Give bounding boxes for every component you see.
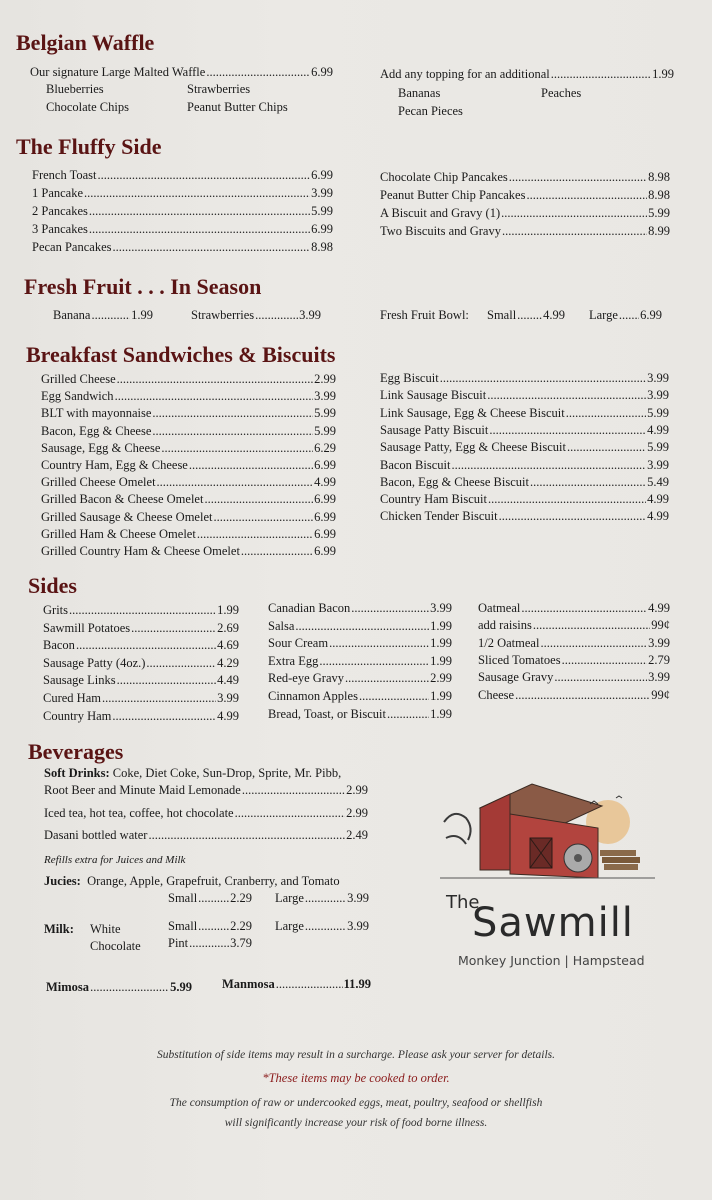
section-title-fresh-fruit: Fresh Fruit . . . In Season [24,274,262,299]
menu-item: Egg Biscuit ..... 3.99 [380,371,669,386]
menu-item: Grilled Sausage & Cheese Omelet ..... 6.99 [41,510,336,525]
menu-item: Oatmeal ..... 4.99 [478,601,670,616]
section-title-beverages: Beverages [28,739,124,764]
menu-item: Small ..... 4.99 [487,308,565,323]
menu-item: Small ..... 2.29 [168,891,252,906]
menu-item: Bacon Biscuit ..... 3.99 [380,458,669,473]
section-title-fluffy-side: The Fluffy Side [16,134,162,159]
menu-item: 1/2 Oatmeal ..... 3.99 [478,636,670,651]
milk-white: White [90,922,121,936]
menu-item: BLT with mayonnaise ..... 5.99 [41,406,336,421]
menu-item: Pint ..... 3.79 [168,936,252,951]
menu-item: Small ..... 2.29 [168,919,252,934]
menu-item: Peanut Butter Chip Pancakes ..... 8.98 [380,188,670,203]
milk-label: Milk: [44,922,74,936]
menu-item: Large ..... 6.99 [589,308,662,323]
menu-item: Cheese ..... 99¢ [478,688,670,703]
fruit-bowl-label: Fresh Fruit Bowl: [380,308,469,322]
menu-item: Sliced Tomatoes ..... 2.79 [478,653,670,668]
menu-item: Link Sausage, Egg & Cheese Biscuit ..... 5.99 [380,406,669,421]
menu-item: Extra Egg ..... 1.99 [268,654,452,669]
menu-item: Large ..... 3.99 [275,891,369,906]
section-title-sandwiches: Breakfast Sandwiches & Biscuits [26,342,336,367]
footer-cooked-to-order: *These items may be cooked to order. [262,1071,450,1085]
menu-item: Large ..... 3.99 [275,919,369,934]
menu-item: add raisins ..... 99¢ [478,618,670,633]
menu-item: Our signature Large Malted Waffle ..... 6.99 [30,65,333,80]
menu-item: Iced tea, hot tea, coffee, hot chocolate ..... 2.99 [44,806,368,821]
menu-item: Sausage Patty (4oz.) ..... 4.29 [43,656,239,671]
menu-item: Chocolate Chip Pancakes ..... 8.98 [380,170,670,185]
flavor: Peanut Butter Chips [187,100,288,114]
menu-item: Chicken Tender Biscuit ..... 4.99 [380,509,669,524]
menu-item: Grits ..... 1.99 [43,603,239,618]
footer-illness-warning: will significantly increase your risk of food borne illness. [224,1117,488,1129]
sawmill-barn-illustration [440,778,660,886]
menu-item: A Biscuit and Gravy (1) ..... 5.99 [380,206,670,221]
topping: Peaches [541,86,582,100]
menu-item: Grilled Bacon & Cheese Omelet ..... 6.99 [41,492,336,507]
menu-item: Grilled Cheese Omelet ..... 4.99 [41,475,336,490]
menu-item: Two Biscuits and Gravy ..... 8.99 [380,224,670,239]
menu-item: Sausage Gravy ..... 3.99 [478,670,670,685]
menu-item: Add any topping for an additional ..... 1.99 [380,67,674,82]
menu-item: Sausage Patty, Egg & Cheese Biscuit ..... 5.99 [380,440,669,455]
footer-consumption-warning: The consumption of raw or undercooked eggs, meat, poultry, seafood or shellfish [169,1097,543,1109]
menu-item: 2 Pancakes ..... 5.99 [32,204,333,219]
menu-item: Cinnamon Apples ..... 1.99 [268,689,452,704]
flavor: Chocolate Chips [46,100,129,114]
footer-substitution: Substitution of side items may result in a surcharge. Please ask your server for details. [157,1049,555,1061]
menu-item: Red-eye Gravy ..... 2.99 [268,671,452,686]
menu-item: Egg Sandwich ..... 3.99 [41,389,336,404]
menu-item: Country Ham ..... 4.99 [43,709,239,724]
topping: Pecan Pieces [398,104,463,118]
menu-item: Country Ham Biscuit ..... 4.99 [380,492,669,507]
menu-item: Country Ham, Egg & Cheese ..... 6.99 [41,458,336,473]
menu-item: Sausage Links ..... 4.49 [43,673,239,688]
menu-item: 1 Pancake ..... 3.99 [32,186,333,201]
logo-name: Sawmill [472,900,634,946]
menu-item: Bacon, Egg & Cheese Biscuit ..... 5.49 [380,475,669,490]
menu-item: Cured Ham ..... 3.99 [43,691,239,706]
menu-item: Bread, Toast, or Biscuit ..... 1.99 [268,707,452,722]
section-title-sides: Sides [28,573,77,598]
menu-item: Bacon ..... 4.69 [43,638,239,653]
logo-locations: Monkey Junction | Hampstead [458,953,645,968]
flavor: Strawberries [187,82,251,96]
menu-item: Link Sausage Biscuit ..... 3.99 [380,388,669,403]
menu-item: Root Beer and Minute Maid Lemonade ..... 2.99 [44,783,368,798]
menu-item: Grilled Country Ham & Cheese Omelet ..... 6.99 [41,544,336,559]
menu-item: Mimosa ..... 5.99 [46,980,192,995]
refills-note: Refills extra for Juices and Milk [44,854,186,866]
juices-line: Jucies: Orange, Apple, Grapefruit, Cranberry, and Tomato [44,874,340,888]
menu-item: Sour Cream ..... 1.99 [268,636,452,651]
soft-drinks-line: Soft Drinks: Coke, Diet Coke, Sun-Drop, Sprite, Mr. Pibb, [44,766,342,780]
menu-item: Banana ..... 1.99 [53,308,153,323]
menu-item: Pecan Pancakes ..... 8.98 [32,240,333,255]
menu-item: 3 Pancakes ..... 6.99 [32,222,333,237]
flavor: Blueberries [46,82,104,96]
menu-item: Strawberries ..... 3.99 [191,308,321,323]
menu-item: Bacon, Egg & Cheese ..... 5.99 [41,424,336,439]
topping: Bananas [398,86,441,100]
menu-item: Canadian Bacon ..... 3.99 [268,601,452,616]
menu-item: Sausage, Egg & Cheese ..... 6.29 [41,441,336,456]
menu-item: Salsa ..... 1.99 [268,619,452,634]
menu-item: Grilled Cheese ..... 2.99 [41,372,336,387]
menu-item: Sausage Patty Biscuit ..... 4.99 [380,423,669,438]
menu-item: Dasani bottled water ..... 2.49 [44,828,368,843]
section-title-belgian-waffle: Belgian Waffle [16,30,155,55]
menu-item: French Toast ..... 6.99 [32,168,333,183]
menu-item: Sawmill Potatoes ..... 2.69 [43,621,239,636]
milk-chocolate: Chocolate [90,939,141,953]
menu-item: Manmosa ..... 11.99 [222,977,371,992]
logo-the: The [446,892,480,913]
menu-item: Grilled Ham & Cheese Omelet ..... 6.99 [41,527,336,542]
